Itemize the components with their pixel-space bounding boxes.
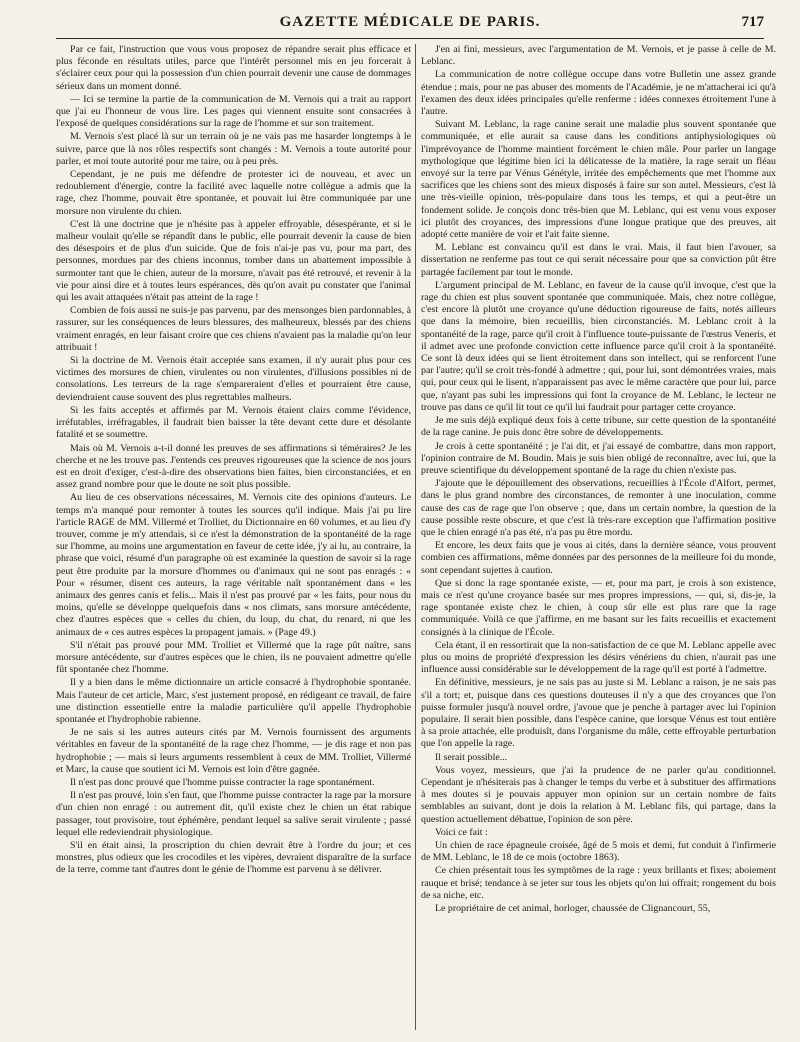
- paragraph: Un chien de race épagneule croisée, âgé de 5 mois et demi, fut conduit à l'infirmerie de MM. Leblanc, le 18 de ce mois (octobre 1863).: [421, 840, 776, 864]
- paragraph: Au lieu de ces observations nécessaires, M. Vernois cite des opinions d'auteurs. Le temps m'a manqué pour remonter à toutes les sources qu'il indique. Mais j'ai pu lire l'article RAGE de MM. Villermé et Trolliet, du Dictionnaire en 60 volumes, et au lieu d'y trouver, comme je m'y attendais, si ce n'est la démonstration de la spontanéité de la rage sur l'homme, au moins une argumentation en faveur de cette idée, j'y ai lu, au contraire, la phrase que voici, résumé d'un paragraphe où est examinée la question de savoir si la rage peut être produite par la morsure d'hommes ou d'animaux qui ne sont pas enragés : « Pour « résumer, disent ces auteurs, la rage véritable naît spontanément dans « les animaux des genres canis et felis... Mais il n'est pas prouvé par « les faits, pour nous du moins, qu'elle se développe quelquefois dans « nos climats, sans morsure antécédente, chez d'autres espèces que « celles du chien, du loup, du chat, du renard, ni que les animaux de « ces autres espèces la propagent jamais. » (Page 49.): [56, 492, 411, 638]
- paragraph: Voici ce fait :: [435, 826, 488, 838]
- journal-title: GAZETTE MÉDICALE DE PARIS.: [279, 14, 541, 30]
- paragraph: J'en ai fini, messieurs, avec l'argumentation de M. Vernois, et je passe à celle de M. Leblanc.: [421, 44, 776, 68]
- paragraph: Mais où M. Vernois a-t-il donné les preuves de ses affirmations si téméraires? Je les cherche et ne les trouve pas. J'entends ces preuves rigoureuses que la science de nos jours est en droit d'exiger, c'est-à-dire des observations bien faites, bien circonstanciées, et en assez grand nombre pour que le doute ne soit plus possible.: [56, 442, 411, 491]
- page-header: [56, 14, 764, 38]
- paragraph: M. Vernois s'est placé là sur un terrain où je ne vais pas me hasarder longtemps à le suivre, parce que là nos rôles respectifs sont changés : M. Vernois a toute autorité pour parler, et moi toute autorité pour me taire, ou à peu près.: [56, 131, 411, 167]
- paragraph: Il n'est pas donc prouvé que l'homme puisse contracter la rage spontanément.: [70, 776, 375, 788]
- paragraph: Cependant, je ne puis me défendre de protester ici de nouveau, et avec un redoublement d'énergie, contre la facilité avec laquelle notre collègue a admis que la rage, chez l'homme, pouvait être spontanée, et pouvait lui être communiquée par une morsure non virulente du chien.: [56, 169, 411, 217]
- paragraph: Suivant M. Leblanc, la rage canine serait une maladie plus souvent spontanée que communiquée, et elle aurait sa cause dans les conditions antiphysiologiques où l'imprévoyance de l'homme maintient forcément le chien mâle. Pour parler un langage mythologique que légitime bien ici la délicatesse de la matière, la rage serait un fléau envoyé sur la terre par Vénus Génétyle, irritée des empêchements que met l'homme aux sacrifices que les chiens sont des mieux disposés à faire sur son autel. Messieurs, c'est là une très-vieille opinion, très-populaire dans tous les temps, et qui a peut-être un fondement solide. Je conçois donc très-bien que M. Leblanc, qui est venu vous exposer ici plutôt des croyances, des impressions d'une longue pratique que des preuves, ait adopté cette manière de voir et l'ait faite sienne.: [421, 119, 776, 241]
- paragraph: M. Leblanc est convaincu qu'il est dans le vrai. Mais, il faut bien l'avouer, sa dissertation ne renferme pas tout ce qui serait nécessaire pour que sa conviction pût être partagée facilement par tout le monde.: [421, 242, 776, 278]
- paragraph: S'il n'était pas prouvé pour MM. Trolliet et Villermé que la rage pût naître, sans morsure antécédente, sur d'autres espèces que le chien, ils ne pouvaient admettre qu'elle fût spontanée chez l'homme.: [56, 639, 411, 676]
- page-number: 717: [741, 14, 764, 30]
- paragraph: Je crois à cette spontanéité ; je l'ai dit, et j'ai essayé de combattre, dans mon rapport, l'opinion contraire de M. Boudin. Mais je suis bien obligé de reconnaître, avec lui, que la preuve scientifique du développement spontané de la rage du chien n'existe pas.: [421, 440, 776, 476]
- right-column: [421, 44, 776, 1034]
- paragraph: Il y a bien dans le même dictionnaire un article consacré à l'hydrophobie spontanée. Mais l'auteur de cet article, Marc, s'est justement proposé, en rédigeant ce travail, de faire une distinction essentielle entre la maladie particulière qu'il appelle l'hydrophobie spontanée et l'hydrophobie rabienne.: [56, 677, 411, 725]
- header-rule: [56, 38, 764, 39]
- paragraph: En définitive, messieurs, je ne sais pas au juste si M. Leblanc a raison, je ne sais pas s'il a tort; et, puisque dans ces questions douteuses il n'y a que des croyances que l'on puisse formuler jusqu'à nouvel ordre, j'avoue que je penche à partager avec lui l'opinion populaire. Il serait bien possible, dans l'espèce canine, que lorsque Vénus est tout entière à sa proie attachée, elle produisît, dans l'organisme du mâle, cette effroyable perturbation que l'on appelle la rage.: [421, 677, 776, 750]
- paragraph: — Ici se termine la partie de la communication de M. Vernois qui a trait au rapport que j'ai eu l'honneur de vous lire. Les pages qui viennent ensuite sont consacrées à l'exposé de quelques considérations sur la rage de l'homme et sur son traitement.: [56, 93, 411, 130]
- paragraph: La communication de notre collègue occupe dans votre Bulletin une assez grande étendue ; mais, pour ne pas abuser des moments de l'Académie, je ne m'attacherai ici qu'à l'examen des deux idées principales qu'elle renferme : idées connexes étroitement l'une à l'autre.: [421, 69, 776, 118]
- paragraph: Et encore, les deux faits que je vous ai cités, dans la dernière séance, vous prouvent combien ces affirmations, même données par des personnes de la meilleure foi du monde, sont cependant sujettes à caution.: [421, 540, 776, 576]
- paragraph: S'il en était ainsi, la proscription du chien devrait être à l'ordre du jour; et ces monstres, plus odieux que les crocodiles et les vipères, devraient disparaître de la surface de la terre, comme tant d'autres dont le génie de l'homme est parvenu à se délivrer.: [56, 840, 411, 876]
- paragraph: Combien de fois aussi ne suis-je pas parvenu, par des mensonges bien pardonnables, à rassurer, sur les conséquences de leurs blessures, des malheureux, blessés par des chiens vraiment enragés, en leur faisant croire que ces chiens n'avaient pas la maladie qu'on leur attribuait !: [56, 305, 411, 353]
- column-divider: [415, 44, 416, 1030]
- paragraph: Je me suis déjà expliqué deux fois à cette tribune, sur cette question de la spontanéité de la rage canine. Je puis donc être sobre de développements.: [421, 415, 776, 439]
- paragraph: Le propriétaire de cet animal, horloger, chaussée de Clignancourt, 55,: [435, 903, 711, 915]
- paragraph: Il serait possible...: [435, 751, 508, 763]
- paragraph: Ce chien présentait tous les symptômes de la rage : yeux brillants et fixes; aboiement rauque et brisé; tendance à se jeter sur tous les objets qu'on lui offrait; rongement du bois de sa niche, etc.: [421, 865, 776, 901]
- paragraph: Si les faits acceptés et affirmés par M. Vernois étaient clairs comme l'évidence, irréfutables, irréfragables, il faudrait bien baisser la tête devant cette dure et désolante fatalité et se soumettre.: [56, 404, 411, 441]
- paragraph: Il n'est pas prouvé, loin s'en faut, que l'homme puisse contracter la rage par la morsure d'un chien non enragé : ou autrement dit, qu'il existe chez le chien un état rabique passager, tout provisoire, tout éphémère, pendant lequel sa salive serait virulente ; passé lequel elle redeviendrait physiologique.: [56, 790, 411, 838]
- paragraph: Vous voyez, messieurs, que j'ai la prudence de ne parler qu'au conditionnel. Cependant je n'hésiterais pas à changer le temps du verbe et à substituer des affirmations à mes doutes si je pouvais appuyer mon opinion sur un certain nombre de faits semblables au suivant, dont je dois la relation à M. Leblanc fils, qui partage, dans la question actuellement débattue, l'opinion de son père.: [421, 764, 776, 825]
- left-column: [56, 44, 411, 1034]
- paragraph: Que si donc la rage spontanée existe, — et, pour ma part, je crois à son existence, mais ce n'est qu'une croyance basée sur mes propres impressions, — qui, si, dis-je, la rage spontanée existe chez le chien, à coup sûr elle est plus rare que la rage communiquée. Voilà ce que j'affirme, en me basant sur les faits recueillis et exactement consignés à la clinique de l'École.: [421, 577, 776, 638]
- paragraph: Cela étant, il en ressortirait que la non-satisfaction de ce que M. Leblanc appelle avec plus ou moins de propriété d'expression les désirs vénériens du chien, n'aurait pas une influence aussi considérable sur le développement de la rage qu'il est porté à l'admettre.: [421, 639, 776, 676]
- paragraph: J'ajoute que le dépouillement des observations, recueillies à l'École d'Alfort, permet, dans le plus grand nombre des circonstances, de remonter à une inoculation, comme cause des cas de rage que l'on observe ; que, dans un certain nombre, la question de la cause possible reste obscure, et que c'est là très-rare exception que l'affirmation positive que le chien enragé n'a pas été, n'a pas pu être mordu.: [421, 478, 776, 538]
- paragraph: L'argument principal de M. Leblanc, en faveur de la cause qu'il invoque, c'est que la rage du chien est plus souvent spontanée que communiquée. Mais, chez notre collègue, c'est encore là plutôt une croyance qu'une déduction rigoureuse de faits, notés ailleurs que dans la mémoire, bien recueillis, bien circonstanciés. M. Leblanc croit à la spontanéité de la rage, parce qu'il croit à l'influence toute-puissante de l'œstrus Veneris, et il admet avec une profonde conviction cette influence parce qu'il croit à la spontanéité. Ce sont là deux idées qui se lient étroitement dans son intellect, qui se renforcent l'une par l'autre; qu'il se croit très-fondé à admettre ; qui, pour lui, sont démontrées vraies, mais qui, pour ceux qui le lisent, n'apparaissent pas avec le même caractère que pour lui, parce que, n'ayant pas subi les impressions qui font la croyance de M. Leblanc, le lecteur ne trouve pas dans ce qu'il lit tout ce qu'il lui faudrait pour partager cette croyance.: [421, 279, 776, 413]
- paragraph: Si la doctrine de M. Vernois était acceptée sans examen, il n'y aurait plus pour ces victimes des morsures de chien, virulentes ou non virulentes, d'illusions possibles ni de consolations. Les terreurs de la rage s'empareraient d'elles et pourraient être cause, deviendraient cause souvent des plus regrettables malheurs.: [56, 355, 411, 403]
- paragraph: Je ne sais si les autres auteurs cités par M. Vernois fournissent des arguments véritables en faveur de la spontanéité de la rage chez l'homme, — je dis rage et non pas hydrophobie ; — mais si leurs arguments ressemblent à ceux de MM. Trolliet, Villermé et Marc, la cause que soutient ici M. Vernois est loin d'être gagnée.: [56, 727, 411, 775]
- paragraph: Par ce fait, l'instruction que vous vous proposez de répandre serait plus efficace et plus féconde en résultats utiles, parce que l'intérêt personnel mis en jeu forcerait à s'éclairer ceux pour qui la possession d'un chien pourrait devenir une cause de dommages sérieux dans un moment donné.: [56, 44, 411, 92]
- paragraph: C'est là une doctrine que je n'hésite pas à appeler effroyable, désespérante, et si le malheur voulait qu'elle se répandît dans le public, elle pourrait devenir la cause de bien des désespoirs et de plus d'un suicide. Que de fois n'ai-je pas vu, pour ma part, des personnes, mordues par des chiens inconnus, tomber dans un abattement impossible à surmonter tant que le chien, auteur de la morsure, n'avait pas été retrouvé, et revenir à la vie pour ainsi dire et à toutes leurs espérances, dès qu'on avait pu constater que l'animal qui les avait attaquées n'était pas atteint de la rage !: [56, 218, 411, 304]
